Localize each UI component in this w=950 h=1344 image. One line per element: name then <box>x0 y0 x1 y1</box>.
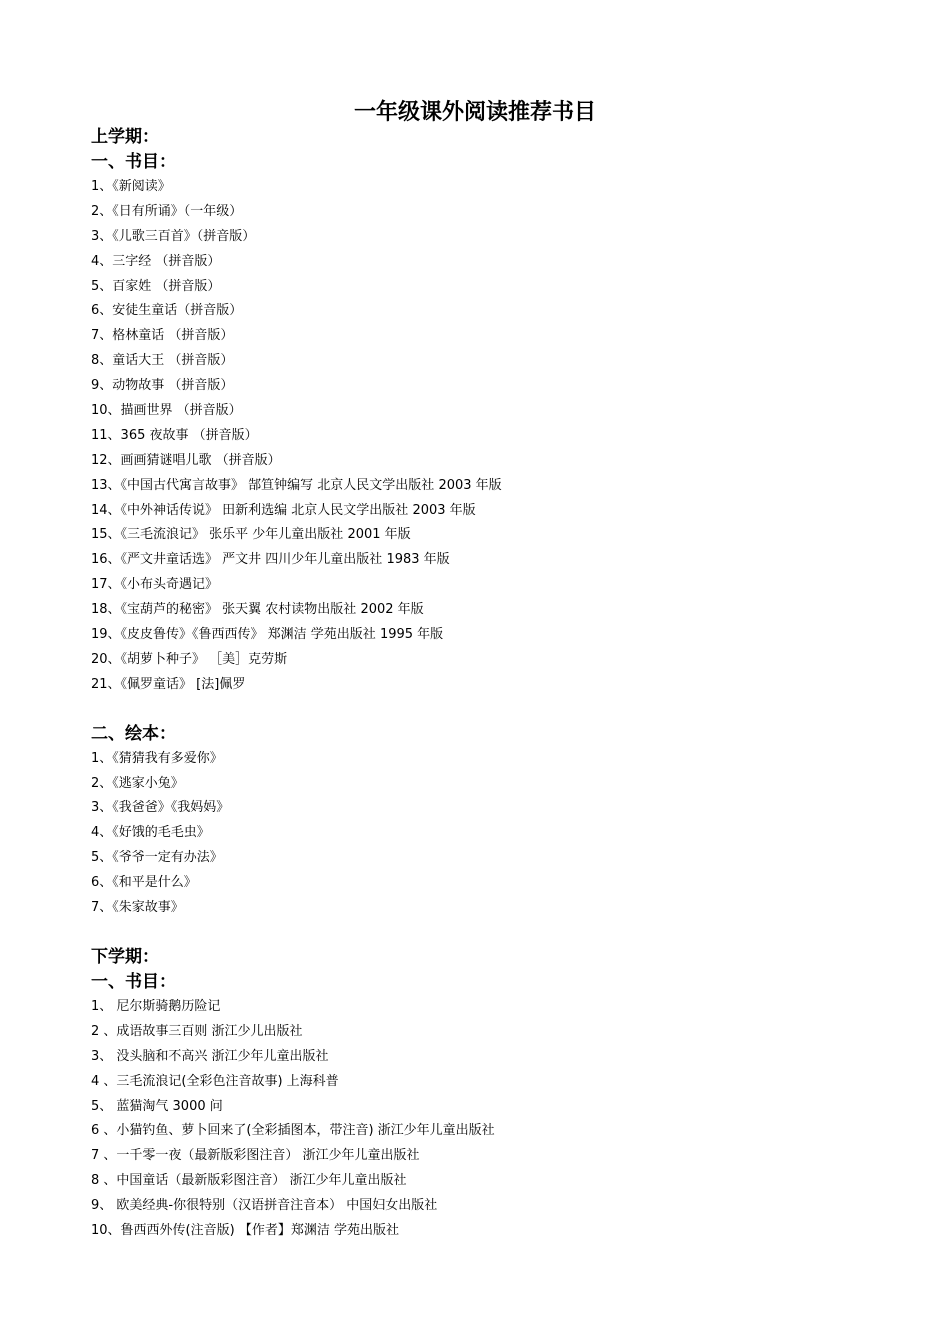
document-title: 一年级课外阅读推荐书目 <box>353 99 596 125</box>
picture-book-item: 5、《爷爷一定有办法》 <box>91 850 223 866</box>
book-item: 7、格林童话 （拼音版） <box>91 328 234 344</box>
semester1-picture-books-heading: 二、绘本： <box>91 723 176 744</box>
picture-book-item: 7、《朱家故事》 <box>91 900 184 916</box>
book-item: 2、《日有所诵》（一年级） <box>91 203 243 219</box>
book-item: 20、《胡萝卜种子》 ［美］克劳斯 <box>91 651 288 667</box>
picture-book-item: 2、《逃家小兔》 <box>91 775 184 791</box>
semester1-picture-book-list <box>91 747 911 921</box>
book-item: 9、动物故事 （拼音版） <box>91 378 234 394</box>
book-item: 1、《新阅读》 <box>91 179 171 194</box>
book-item: 7 、一千零一夜（最新版彩图注音） 浙江少年儿童出版社 <box>91 1148 420 1164</box>
picture-book-item: 1、《猜猜我有多爱你》 <box>91 750 223 766</box>
book-item: 5、百家姓 （拼音版） <box>91 278 221 294</box>
semester2-heading: 下学期： <box>91 946 159 967</box>
book-item: 8 、中国童话（最新版彩图注音） 浙江少年儿童出版社 <box>91 1173 407 1189</box>
section-spacer <box>91 698 911 722</box>
picture-book-item: 6、《和平是什么》 <box>91 875 197 891</box>
book-item: 21、《佩罗童话》 [法]佩罗 <box>91 676 246 692</box>
book-item: 18、《宝葫芦的秘密》 张天翼 农村读物出版社 2002 年版 <box>91 602 424 618</box>
book-item: 19、《皮皮鲁传》《鲁西西传》 郑渊洁 学苑出版社 1995 年版 <box>91 627 444 643</box>
semester1-book-list <box>91 175 911 698</box>
book-item: 12、画画猜谜唱儿歌 （拼音版） <box>91 452 281 468</box>
semester2-books-heading: 一、书目： <box>91 971 176 992</box>
book-item: 2 、成语故事三百则 浙江少儿出版社 <box>91 1023 303 1039</box>
picture-book-item: 4、《好饿的毛毛虫》 <box>91 825 210 841</box>
book-item: 10、描画世界 （拼音版） <box>91 403 242 419</box>
book-item: 10、鲁西西外传(注音版) 【作者】郑渊洁 学苑出版社 <box>91 1222 399 1238</box>
book-item: 3、 没头脑和不高兴 浙江少年儿童出版社 <box>91 1048 329 1064</box>
book-item: 5、 蓝猫淘气 3000 问 <box>91 1098 223 1114</box>
book-item: 3、《儿歌三百首》（拼音版） <box>91 228 256 244</box>
book-item: 14、《中外神话传说》 田新利选编 北京人民文学出版社 2003 年版 <box>91 502 476 518</box>
picture-book-item: 3、《我爸爸》《我妈妈》 <box>91 800 230 816</box>
book-item: 17、《小布头奇遇记》 <box>91 577 219 593</box>
book-item: 15、《三毛流浪记》 张乐平 少年儿童出版社 2001 年版 <box>91 527 411 543</box>
book-item: 16、《严文井童话选》 严文井 四川少年儿童出版社 1983 年版 <box>91 552 450 568</box>
book-item: 11、365 夜故事 （拼音版） <box>91 427 258 443</box>
book-item: 4 、三毛流浪记(全彩色注音故事) 上海科普 <box>91 1073 339 1089</box>
semester1-books-heading: 一、书目： <box>91 152 176 172</box>
section-spacer <box>91 921 911 945</box>
semester2-book-list <box>91 995 911 1244</box>
book-item: 6、安徒生童话（拼音版） <box>91 303 243 319</box>
book-item: 4、三字经 （拼音版） <box>91 253 221 269</box>
book-item: 8、童话大王 （拼音版） <box>91 353 234 369</box>
book-item: 1、 尼尔斯骑鹅历险记 <box>91 998 221 1014</box>
document-content <box>91 125 911 1244</box>
book-item: 13、《中国古代寓言故事》 郜笪钟编写 北京人民文学出版社 2003 年版 <box>91 477 502 493</box>
book-item: 6 、小猫钓鱼、萝卜回来了(全彩插图本，带注音) 浙江少年儿童出版社 <box>91 1123 495 1139</box>
book-item: 9、 欧美经典-你很特别（汉语拼音注音本） 中国妇女出版社 <box>91 1198 438 1214</box>
semester1-heading: 上学期： <box>91 127 159 147</box>
